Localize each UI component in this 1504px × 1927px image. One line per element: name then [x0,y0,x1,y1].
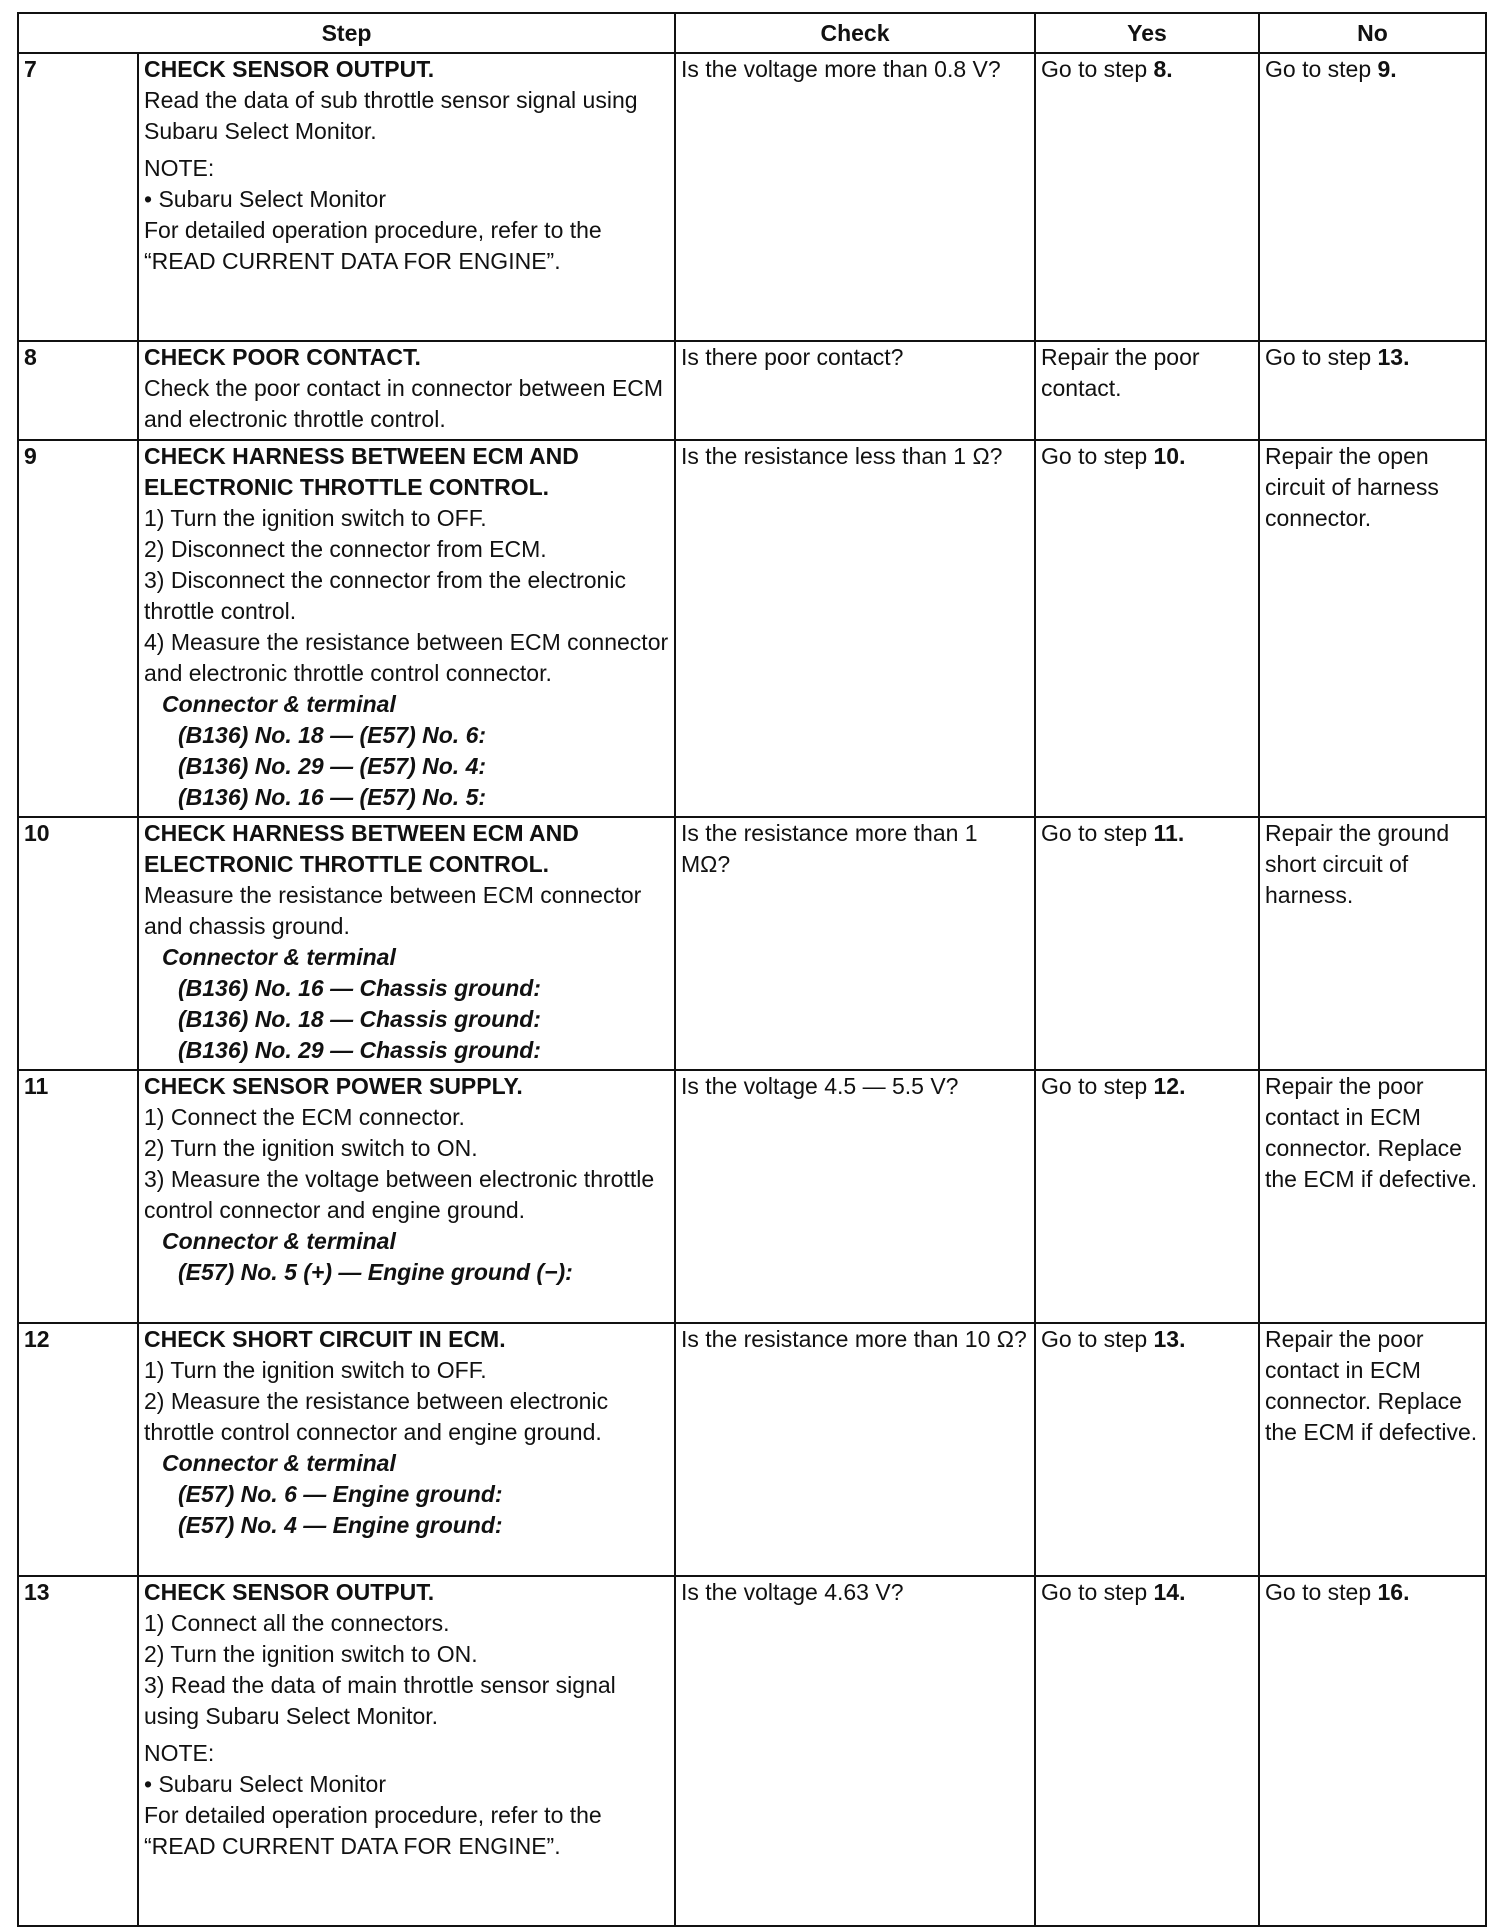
step-line: 1) Connect all the connectors. [144,1610,450,1636]
yes-step: 10. [1153,443,1186,469]
yes-step: 8. [1153,56,1173,82]
check-cell: Is the voltage more than 0.8 V? [675,53,1035,341]
no-cell: Repair the poor contact in ECM connector. Replace the ECM if defective. [1259,1323,1486,1576]
step-line: 2) Disconnect the connector from ECM. [144,536,547,562]
step-number: 8 [18,341,138,440]
step-cell [138,53,675,341]
table-row [18,1070,1486,1323]
yes-step: 11. [1153,820,1185,846]
step-cell [138,341,675,440]
yes-prefix: Go to step [1041,1326,1154,1352]
no-step: 13. [1377,344,1410,370]
connector-terminal-item: (E57) No. 4 — Engine ground: [178,1512,503,1538]
connector-terminal-item: (B136) No. 18 — Chassis ground: [178,1006,541,1032]
connector-terminal-item: (B136) No. 29 — (E57) No. 4: [178,753,487,779]
note-line: • Subaru Select Monitor [144,186,387,212]
step-line: 3) Disconnect the connector from the electronic throttle control. [144,567,626,624]
table-row [18,1323,1486,1576]
table-row [18,341,1486,440]
step-line: 1) Turn the ignition switch to OFF. [144,1357,487,1383]
step-number: 9 [18,440,138,817]
connector-terminal-label: Connector & terminal [162,944,396,970]
no-prefix: Go to step [1265,344,1378,370]
connector-terminal-item: (B136) No. 18 — (E57) No. 6: [178,722,487,748]
header-step: Step [18,13,675,53]
step-title: CHECK SENSOR OUTPUT. [144,56,435,82]
yes-cell [1035,440,1259,817]
no-step: 16. [1377,1579,1410,1605]
step-line: 3) Read the data of main throttle sensor signal using Subaru Select Monitor. [144,1672,616,1729]
step-number: 11 [18,1070,138,1323]
yes-prefix: Go to step [1041,820,1154,846]
no-cell [1259,341,1486,440]
step-line: 1) Turn the ignition switch to OFF. [144,505,487,531]
connector-terminal-item: (B136) No. 16 — Chassis ground: [178,975,541,1001]
table-row [18,817,1486,1070]
no-cell [1259,1576,1486,1926]
yes-step: 12. [1153,1073,1186,1099]
step-number: 10 [18,817,138,1070]
yes-prefix: Go to step [1041,56,1154,82]
step-line: Measure the resistance between ECM connector and chassis ground. [144,882,642,939]
step-cell [138,817,675,1070]
step-line: 3) Measure the voltage between electronic throttle control connector and engine ground. [144,1166,655,1223]
note-line: For detailed operation procedure, refer to the “READ CURRENT DATA FOR ENGINE”. [144,1802,602,1859]
header-row [18,13,1486,53]
note-label: NOTE: [144,1740,215,1766]
yes-cell: Repair the poor contact. [1035,341,1259,440]
check-cell: Is the resistance less than 1 Ω? [675,440,1035,817]
step-number: 12 [18,1323,138,1576]
step-line: 2) Turn the ignition switch to ON. [144,1135,478,1161]
step-cell [138,1070,675,1323]
step-title: CHECK POOR CONTACT. [144,344,421,370]
step-title: CHECK HARNESS BETWEEN ECM AND ELECTRONIC THROTTLE CONTROL. [144,820,579,877]
connector-terminal-item: (E57) No. 6 — Engine ground: [178,1481,503,1507]
connector-terminal-label: Connector & terminal [162,1228,396,1254]
check-cell: Is the resistance more than 10 Ω? [675,1323,1035,1576]
yes-prefix: Go to step [1041,1579,1154,1605]
yes-cell [1035,53,1259,341]
yes-cell [1035,1070,1259,1323]
step-line: 1) Connect the ECM connector. [144,1104,465,1130]
no-cell: Repair the ground short circuit of harness. [1259,817,1486,1070]
step-cell [138,440,675,817]
no-prefix: Go to step [1265,56,1378,82]
note-label: NOTE: [144,155,215,181]
table-row [18,440,1486,817]
connector-terminal-item: (E57) No. 5 (+) — Engine ground (−): [178,1259,573,1285]
yes-step: 13. [1153,1326,1186,1352]
table-row [18,1576,1486,1926]
header-check: Check [675,13,1035,53]
step-title: CHECK SHORT CIRCUIT IN ECM. [144,1326,506,1352]
yes-prefix: Go to step [1041,443,1154,469]
no-cell: Repair the poor contact in ECM connector. Replace the ECM if defective. [1259,1070,1486,1323]
header-no: No [1259,13,1486,53]
yes-step: 14. [1153,1579,1186,1605]
step-title: CHECK HARNESS BETWEEN ECM AND ELECTRONIC THROTTLE CONTROL. [144,443,579,500]
yes-cell [1035,1576,1259,1926]
connector-terminal-label: Connector & terminal [162,691,396,717]
step-line: 4) Measure the resistance between ECM connector and electronic throttle control connector. [144,629,669,686]
header-yes: Yes [1035,13,1259,53]
connector-terminal-label: Connector & terminal [162,1450,396,1476]
note-line: • Subaru Select Monitor [144,1771,387,1797]
diagnostic-table [17,12,1487,1927]
step-title: CHECK SENSOR OUTPUT. [144,1579,435,1605]
connector-terminal-item: (B136) No. 16 — (E57) No. 5: [178,784,487,810]
connector-terminal-item: (B136) No. 29 — Chassis ground: [178,1037,541,1063]
step-cell [138,1576,675,1926]
step-line: 2) Turn the ignition switch to ON. [144,1641,478,1667]
step-line: Read the data of sub throttle sensor signal using Subaru Select Monitor. [144,87,638,144]
yes-cell [1035,1323,1259,1576]
table-row [18,53,1486,341]
check-cell: Is the resistance more than 1 MΩ? [675,817,1035,1070]
step-number: 7 [18,53,138,341]
no-prefix: Go to step [1265,1579,1378,1605]
check-cell: Is the voltage 4.5 — 5.5 V? [675,1070,1035,1323]
step-number: 13 [18,1576,138,1926]
yes-cell [1035,817,1259,1070]
step-line: Check the poor contact in connector between ECM and electronic throttle control. [144,375,664,432]
no-cell: Repair the open circuit of harness connector. [1259,440,1486,817]
note-line: For detailed operation procedure, refer to the “READ CURRENT DATA FOR ENGINE”. [144,217,602,274]
step-title: CHECK SENSOR POWER SUPPLY. [144,1073,523,1099]
check-cell: Is the voltage 4.63 V? [675,1576,1035,1926]
check-cell: Is there poor contact? [675,341,1035,440]
no-cell [1259,53,1486,341]
yes-prefix: Go to step [1041,1073,1154,1099]
step-line: 2) Measure the resistance between electronic throttle control connector and engine ground. [144,1388,609,1445]
no-step: 9. [1377,56,1397,82]
step-cell [138,1323,675,1576]
